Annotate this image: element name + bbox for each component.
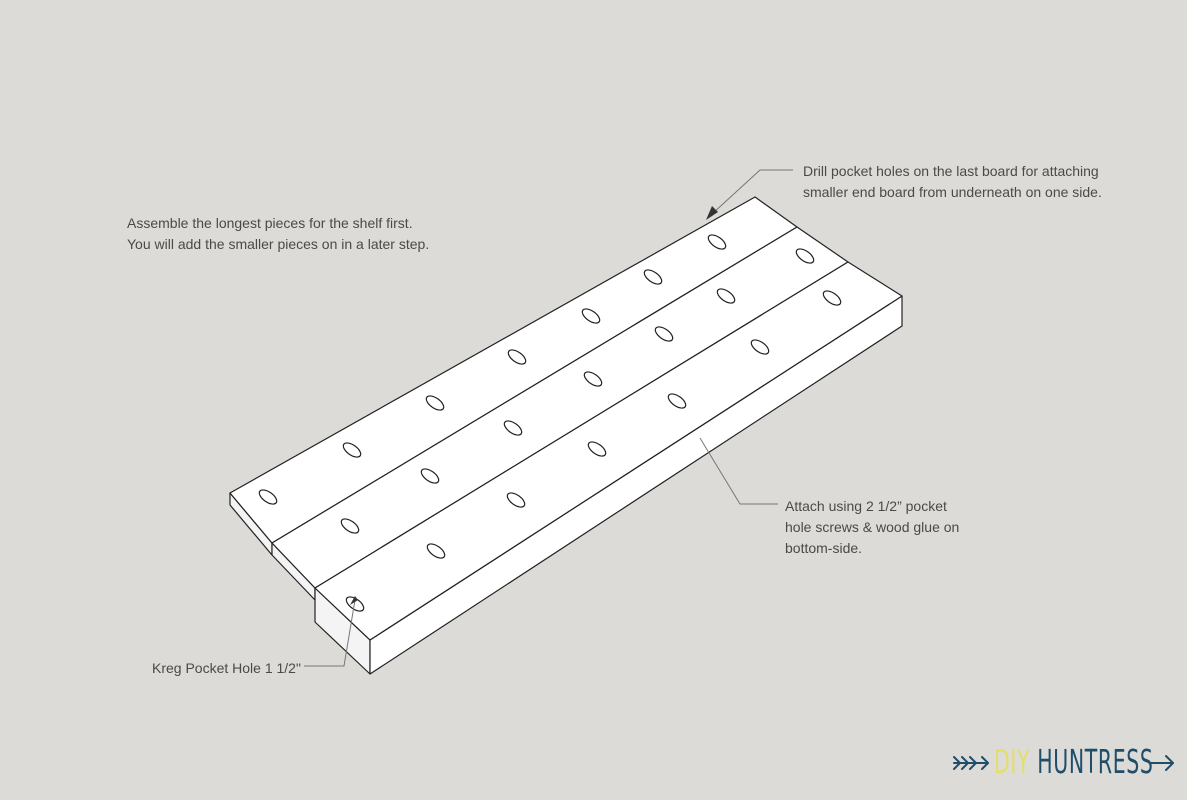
note-line: smaller end board from underneath on one side. [803,184,1102,200]
note-line: You will add the smaller pieces on in a later step. [127,236,430,252]
brand-wordmark [994,740,1154,784]
note-line: hole screws & wood glue on [785,519,960,535]
note-assemble-longest [127,213,429,255]
note-line: Drill pocket holes on the last board for attaching [803,163,1099,179]
note-line: Assemble the longest pieces for the shelf first. [127,215,413,231]
drill-arrow-icon [706,206,718,220]
note-attach-screws [785,496,959,559]
note-kreg-pocket-hole [152,658,301,679]
note-line: Attach using 2 1/2” pocket [785,498,947,514]
brand-diy: DIY [994,742,1031,781]
note-line: bottom-side. [785,540,863,556]
note-line: Kreg Pocket Hole 1 1/2" [152,660,301,676]
brand-logo [952,740,1176,784]
shelf-assembly [230,197,902,674]
note-drill-pocket-holes [803,161,1102,203]
brand-name: HUNTRESS [1037,742,1154,781]
